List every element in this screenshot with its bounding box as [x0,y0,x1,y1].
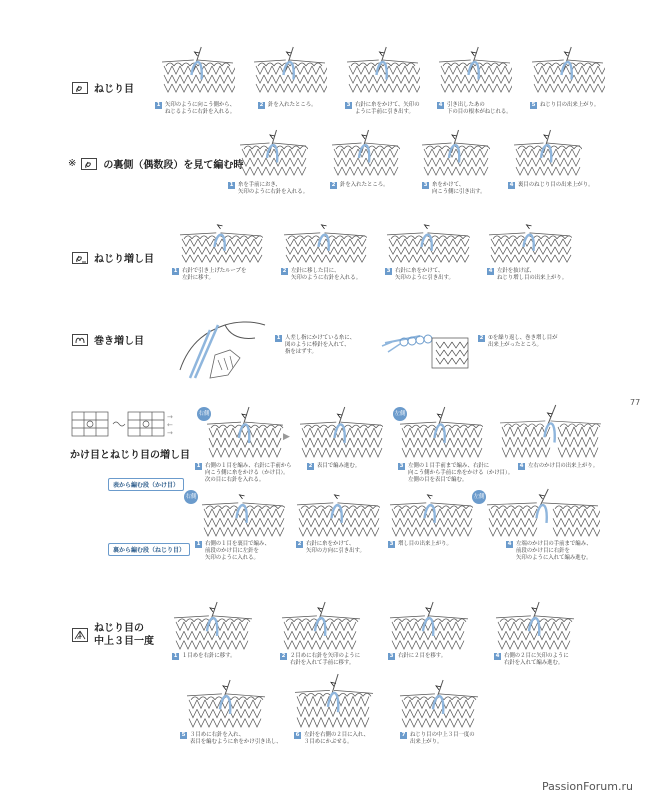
illustration-step-4 [494,600,576,656]
step-caption: 1 右側の１目を編み、右針に手前から 向こう側に糸をかける（かけ目）。 次の目に右針を入れる。 [196,463,292,484]
illustration-step-3 [420,128,490,182]
next-arrow-icon: ▶ [283,432,290,442]
section-title-wrap-increase: 巻き増し目 [72,332,144,347]
step-caption: 1 糸を手前におき、 矢印のように右針を入れる。 [229,182,309,196]
front-row-label: 表から編む段（かけ目） [108,478,184,491]
step-caption: 2 ①を繰り返し、巻き増し目が 出来上がったところ。 [479,335,558,349]
step-caption: 5 ねじり目の出来上がり。 [531,102,600,108]
step-caption: 4 裏目のねじり目の出来上がり。 [509,182,594,188]
illustration-step-1 [238,128,308,182]
illustration-step-4 [512,128,582,182]
step-caption: 2 右針に糸をかけて、 矢印の方向に引き出す。 [297,541,365,555]
right-side-badge: 右側 [197,407,211,421]
twisted-stitch-symbol-icon [72,82,88,94]
step-caption: 4 左針を抜けば、 ねじり増し目の出来上がり。 [488,268,568,282]
section-title-twisted-increase: ねじり増し目 [72,250,154,265]
step-caption: 4 引き出したあの 下の目の根本がねじれる。 [438,102,512,116]
illustration-step-2 [252,45,327,99]
section-title-yarnover-increase: かけ目とねじり目の増し目 [70,450,190,461]
illustration-front-step-4 [498,403,603,464]
step-caption: 2 左針に移した目に、 矢印のように右針を入れる。 [282,268,362,282]
step-caption: 4 左端のかけ目の手前まで編み、 前段のかけ目に右針を 矢印のように入れて編み進む。 [507,541,592,562]
step-caption: 4 左右のかけ目の出来上がり。 [519,463,599,469]
wrap-increase-result-illustration [380,318,470,374]
step-caption: 3 右針に糸をかけて、矢印の ように手前に引き出す。 [346,102,420,116]
chart-symbol-diagram [70,410,180,444]
section-title-purl-side: ※ の裏側（偶数段）を見て編む時 [68,158,244,171]
right-side-badge: 右側 [184,490,198,504]
step-caption: 5 ３目めに右針を入れ、 表目を編むように糸をかけ引き出し、 [181,732,282,746]
illustration-step-2 [330,128,400,182]
illustration-step-3 [385,220,470,269]
illustration-step-5 [185,678,267,734]
hand-wrap-illustration [170,300,270,384]
illustration-step-1 [178,220,263,269]
page-number: 77 [630,398,641,407]
illustration-back-step-1 [200,487,285,543]
section-title-nejirime: ねじり目 [72,80,134,95]
step-caption: 6 左針を右側の２目に入れ、 ３目めにかぶせる。 [295,732,370,746]
illustration-step-2 [280,600,362,656]
twisted-increase-symbol-icon [72,252,88,264]
illustration-step-1 [172,600,254,656]
svg-text:→: → [167,429,173,437]
illustration-step-7 [398,678,480,734]
left-side-badge: 左側 [393,407,407,421]
step-caption: 3 右針に糸をかけて、 矢印のように引き出す。 [386,268,454,282]
section-title-twisted-center-decrease: ねじり目の 中上３目一度 [72,622,154,648]
step-caption: 7 ねじり目の中上３目一度の 出来上がり。 [401,732,475,746]
illustration-back-step-4 [485,487,600,543]
illustration-step-2 [282,220,367,269]
step-caption: 1 右側の１目を裏目で編み、 前段のかけ目に左針を 矢印のように入れる。 [196,541,271,562]
step-caption: 1 人差し指にかけている糸に、 図のように棒針を入れて、 指をはずす。 [276,335,356,356]
step-caption: 4 右側の２目に矢印のように 右針を入れて編み進む。 [495,653,569,667]
step-caption: 2 針を入れたところ。 [259,102,317,108]
step-caption: 3 右針に２目を移す。 [389,653,447,659]
svg-text:→: → [167,413,173,421]
illustration-step-4 [487,220,572,269]
illustration-front-step-3 [398,405,483,464]
illustration-back-step-3 [388,487,473,543]
step-caption: 2 ２目めに右針を矢印のように 右針を入れて手前に移す。 [281,653,361,667]
illustration-back-step-2 [295,487,380,543]
illustration-step-4 [437,45,512,99]
illustration-step-6 [293,672,375,734]
illustration-step-5 [530,45,605,99]
wrap-increase-symbol-icon [72,334,88,346]
step-caption: 2 針を入れたところ。 [331,182,389,188]
twisted-center-decrease-symbol-icon [72,628,88,642]
step-caption: 1 矢印のように向こう側から、 ねじるように右針を入れる。 [156,102,236,116]
left-side-badge: 左側 [472,490,486,504]
step-caption: 1 右針で引き上げたループを 左針に移す。 [173,268,247,282]
back-row-label: 裏から編む段（ねじり目） [108,543,190,556]
step-caption: 3 糸をかけて、 向こう側に引き出す。 [423,182,486,196]
step-caption: 3 増し目の出来上がり。 [389,541,452,547]
step-caption: 3 左側の１目手前まで編み、右針に 向こう側から手前に糸をかける（かけ目）。 左側の目を表目で編む。 [399,463,514,484]
illustration-front-step-2 [298,405,383,464]
illustration-step-3 [345,45,420,99]
watermark: PassionForum.ru [542,780,633,793]
step-caption: 2 表目で編み進む。 [308,463,361,469]
twisted-stitch-symbol-icon [81,158,97,170]
illustration-step-3 [388,600,470,656]
svg-text:←: ← [167,421,173,429]
step-caption: 1 １目めを右針に移す。 [173,653,236,659]
illustration-step-1 [160,45,235,99]
illustration-front-step-1 [205,405,285,464]
